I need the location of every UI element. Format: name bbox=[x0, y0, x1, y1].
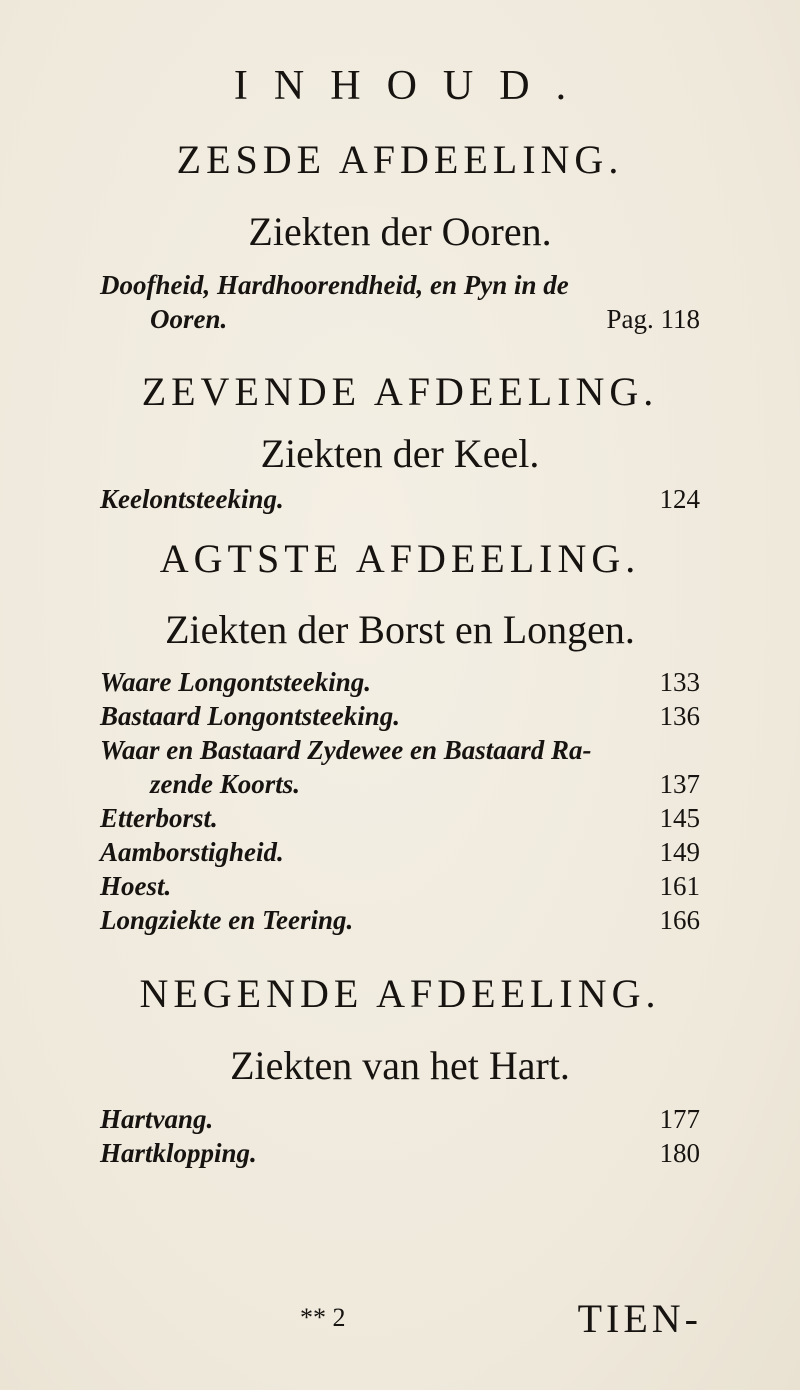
toc-entry-doofheid-cont bbox=[150, 302, 700, 336]
toc-entry-zydewee bbox=[100, 733, 700, 767]
pag-label: Pag. bbox=[606, 304, 654, 334]
toc-entry-text: Hartvang. bbox=[100, 1104, 214, 1134]
section-title-negende: NEGENDE AFDEELING. bbox=[139, 971, 661, 1016]
toc-entry-hartvang bbox=[100, 1102, 700, 1136]
toc-page-number: 177 bbox=[659, 1104, 700, 1134]
toc-entry-text: Aamborstigheid. bbox=[100, 837, 284, 867]
toc-entry-keelontsteeking bbox=[100, 482, 700, 516]
section-subtitle-ooren: Ziekten der Ooren. bbox=[248, 209, 552, 254]
toc-entry-text: Doofheid, Hardhoorendheid, en Pyn in de bbox=[100, 270, 569, 300]
section-subtitle-hart: Ziekten van het Hart. bbox=[230, 1043, 570, 1088]
toc-page-number: 136 bbox=[659, 701, 700, 731]
section-title-zevende: ZEVENDE AFDEELING. bbox=[141, 369, 659, 414]
toc-page-number: 180 bbox=[659, 1138, 700, 1168]
toc-entry-doofheid bbox=[100, 268, 700, 302]
toc-entry-text: Waar en Bastaard Zydewee en Bastaard Ra- bbox=[100, 735, 592, 765]
toc-entry-bastaard-longontsteeking bbox=[100, 699, 700, 733]
toc-entry-waare-longontsteeking bbox=[100, 665, 700, 699]
toc-entry-text: Keelontsteeking. bbox=[100, 484, 284, 514]
toc-entry-hartklopping bbox=[100, 1136, 700, 1170]
toc-page-number: 149 bbox=[659, 837, 700, 867]
toc-page-number: 161 bbox=[659, 871, 700, 901]
page-number-value: 118 bbox=[660, 304, 700, 334]
toc-entry-text: Waare Longontsteeking. bbox=[100, 667, 372, 697]
signature-mark: ** 2 bbox=[300, 1303, 346, 1332]
toc-entry-text: Hartklopping. bbox=[100, 1138, 257, 1168]
toc-page-number: 166 bbox=[659, 905, 700, 935]
toc-entry-text: Etterborst. bbox=[100, 803, 218, 833]
section-subtitle-keel: Ziekten der Keel. bbox=[260, 431, 540, 476]
running-head: INHOUD. bbox=[233, 63, 593, 109]
catchword: TIEN- bbox=[577, 1296, 702, 1341]
toc-page-number: 145 bbox=[659, 803, 700, 833]
toc-entry-zydewee-cont bbox=[150, 767, 700, 801]
toc-entry-aamborstigheid bbox=[100, 835, 700, 869]
section-title-agtste: AGTSTE AFDEELING. bbox=[159, 536, 641, 581]
toc-entry-text: zende Koorts. bbox=[150, 769, 301, 799]
toc-entry-hoest bbox=[100, 869, 700, 903]
toc-entry-longziekte bbox=[100, 903, 700, 937]
toc-entry-text: Longziekte en Teering. bbox=[100, 905, 354, 935]
toc-entry-text: Ooren. bbox=[150, 304, 228, 334]
toc-entry-etterborst bbox=[100, 801, 700, 835]
toc-entry-text: Bastaard Longontsteeking. bbox=[100, 701, 401, 731]
toc-page-number: 124 bbox=[659, 484, 700, 514]
section-title-zesde: ZESDE AFDEELING. bbox=[176, 137, 624, 182]
toc-page-number: 133 bbox=[659, 667, 700, 697]
toc-page-number: 137 bbox=[659, 769, 700, 799]
toc-page-number bbox=[607, 302, 701, 336]
toc-entry-text: Hoest. bbox=[100, 871, 172, 901]
section-subtitle-borst: Ziekten der Borst en Longen. bbox=[165, 607, 635, 652]
